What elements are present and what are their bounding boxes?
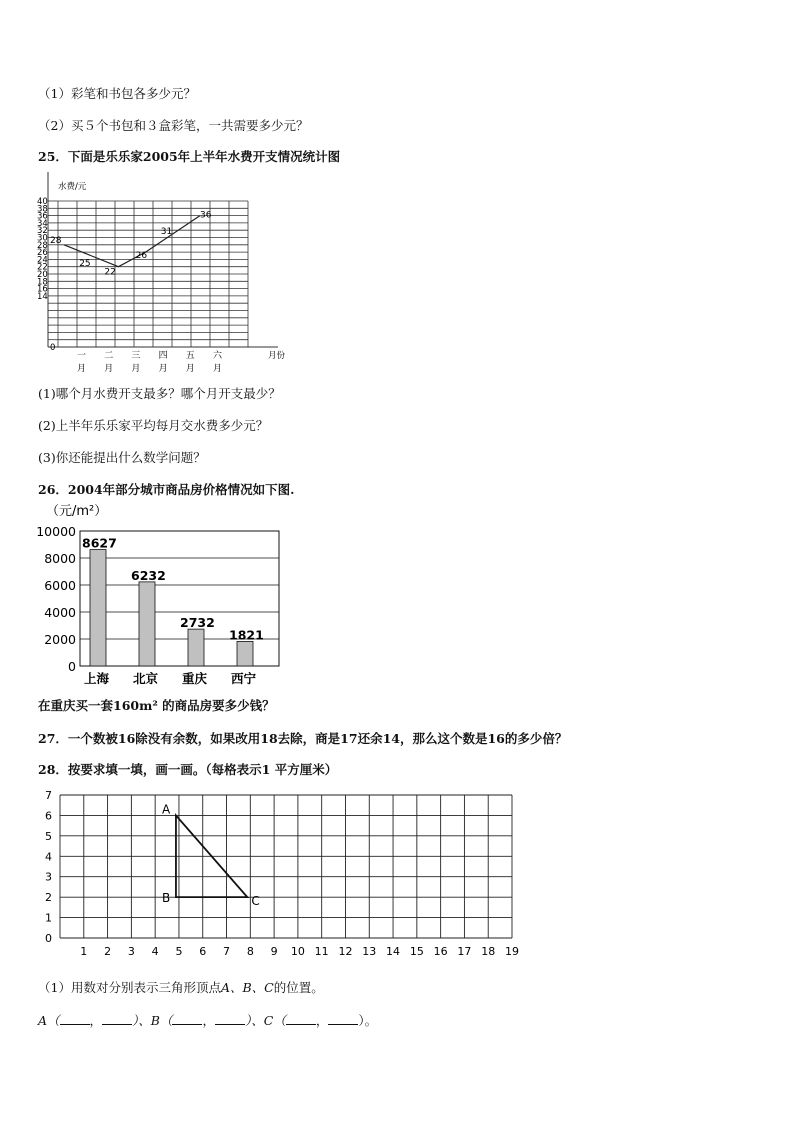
answer-b-x-blank[interactable] bbox=[172, 1013, 202, 1025]
y-tick-label: 30 bbox=[37, 233, 48, 244]
q25-sub2: (2)上半年乐乐家平均每月交水费多少元？ bbox=[38, 418, 269, 433]
y-tick-label: 38 bbox=[37, 204, 48, 215]
x-tick-label: 月 bbox=[77, 364, 87, 374]
q28-answer-line bbox=[38, 1011, 377, 1029]
y-tick-label: 2 bbox=[45, 891, 52, 905]
data-label: 28 bbox=[50, 235, 62, 246]
bar-上海 bbox=[90, 550, 106, 666]
x-tick-label: 8 bbox=[246, 945, 254, 958]
sep: ， bbox=[315, 1013, 329, 1028]
answer-c-y-blank[interactable] bbox=[328, 1013, 358, 1025]
vertex-label-A: A bbox=[161, 802, 171, 817]
x-tick-label: 6 bbox=[199, 945, 207, 958]
q25-title: 25．下面是乐乐家2005年上半年水费开支情况统计图 bbox=[38, 149, 341, 164]
x-tick-label: 4 bbox=[151, 945, 159, 958]
x-tick-label: 1 bbox=[80, 945, 88, 958]
data-label: 36 bbox=[200, 210, 212, 221]
x-tick-label: 13 bbox=[362, 945, 377, 958]
y-tick-label: 16 bbox=[37, 284, 48, 295]
x-tick-label: 9 bbox=[270, 945, 278, 958]
y-tick-label: 2000 bbox=[44, 632, 76, 647]
house-price-bar-chart bbox=[30, 498, 290, 690]
x-tick-label: 北京 bbox=[133, 671, 159, 686]
x-tick-label: 月 bbox=[131, 364, 141, 374]
data-label: 26 bbox=[135, 251, 148, 262]
y-tick-label: 40 bbox=[37, 197, 48, 207]
y-axis-title: （元/m²） bbox=[46, 504, 108, 519]
y-tick-label: 0 bbox=[68, 659, 76, 674]
data-label: 2732 bbox=[180, 615, 215, 631]
coordinate-grid bbox=[30, 784, 530, 964]
y-tick-label: 5 bbox=[45, 829, 52, 843]
answer-c-label: ）、C（ bbox=[245, 1013, 286, 1028]
y-axis-title: 水费/元 bbox=[58, 182, 87, 192]
x-tick-label: 月 bbox=[104, 364, 114, 374]
x-tick-label: 月 bbox=[213, 364, 223, 374]
x-tick-label: 2 bbox=[104, 945, 112, 958]
y-tick-label: 28 bbox=[37, 240, 48, 251]
x-tick-label: 重庆 bbox=[182, 671, 208, 686]
y-tick-label: 32 bbox=[37, 226, 48, 237]
x-tick-label: 18 bbox=[481, 945, 496, 958]
y-tick-label: 10000 bbox=[36, 524, 76, 539]
x-tick-label: 15 bbox=[409, 945, 424, 958]
y-tick-label: 7 bbox=[45, 789, 52, 802]
answer-c-x-blank[interactable] bbox=[286, 1013, 316, 1025]
q28-sub1-end: 的位置。 bbox=[273, 980, 324, 995]
x-tick-label: 16 bbox=[433, 945, 448, 958]
vertex-label-C: C bbox=[251, 894, 260, 909]
y-tick-label: 3 bbox=[45, 870, 52, 884]
y-tick-label: 8000 bbox=[44, 551, 76, 566]
x-tick-label: 3 bbox=[127, 945, 135, 958]
y-tick-label: 34 bbox=[37, 218, 48, 229]
x-tick-label: 月 bbox=[158, 364, 168, 374]
q28-sub1-text: （1）用数对分别表示三角形顶点 bbox=[38, 980, 221, 995]
x-axis-title: 月份 bbox=[268, 351, 286, 361]
y-tick-label: 18 bbox=[37, 277, 48, 288]
q24-sub2: （2）买５个书包和３盒彩笔，一共需要多少元？ bbox=[38, 118, 309, 133]
x-tick-label: 一 bbox=[77, 351, 87, 361]
q28-sub1-vertices: A、B、C bbox=[220, 980, 274, 995]
bar-重庆 bbox=[188, 629, 204, 666]
x-tick-label: 三 bbox=[131, 351, 141, 361]
answer-a-y-blank[interactable] bbox=[102, 1013, 132, 1025]
x-tick-label: 5 bbox=[175, 945, 183, 958]
y-tick-label: 0 bbox=[45, 932, 52, 945]
data-label: 6232 bbox=[131, 567, 166, 583]
y-tick-label: 20 bbox=[37, 270, 48, 280]
y-tick-label: 4 bbox=[45, 850, 52, 864]
sep: ， bbox=[89, 1013, 103, 1028]
x-tick-label: 月 bbox=[185, 364, 195, 374]
data-label: 1821 bbox=[229, 627, 264, 643]
q26-title: 26．2004年部分城市商品房价格情况如下图. bbox=[38, 482, 295, 497]
data-label: 31 bbox=[160, 226, 173, 237]
x-tick-label: 7 bbox=[223, 945, 231, 958]
x-tick-label: 14 bbox=[386, 945, 401, 958]
x-tick-label: 12 bbox=[338, 945, 353, 958]
answer-end: ）。 bbox=[358, 1013, 378, 1028]
y-tick-label: 26 bbox=[37, 248, 48, 259]
data-label: 22 bbox=[104, 267, 116, 278]
q28-sub1 bbox=[38, 978, 324, 996]
q27-text: 27．一个数被16除没有余数，如果改用18去除，商是17还余14，那么这个数是16的多少倍？ bbox=[38, 731, 568, 746]
answer-b-label: ）、B（ bbox=[132, 1013, 173, 1028]
x-tick-label: 五 bbox=[185, 351, 195, 361]
x-tick-label: 10 bbox=[290, 945, 305, 958]
x-tick-label: 17 bbox=[457, 945, 472, 958]
data-label: 8627 bbox=[82, 535, 117, 551]
x-tick-label: 四 bbox=[158, 351, 168, 361]
y-tick-label: 4000 bbox=[44, 605, 76, 620]
q25-sub1: (1)哪个月水费开支最多？哪个月开支最少？ bbox=[38, 386, 281, 401]
sep: ， bbox=[202, 1013, 215, 1028]
y-tick-label: 14 bbox=[37, 291, 48, 302]
q26-question: 在重庆买一套160m² 的商品房要多少钱？ bbox=[38, 698, 275, 713]
q25-sub3: (3)你还能提出什么数学问题？ bbox=[38, 450, 206, 465]
x-tick-label: 上海 bbox=[84, 671, 110, 686]
answer-b-y-blank[interactable] bbox=[215, 1013, 245, 1025]
x-tick-label: 19 bbox=[505, 945, 519, 958]
answer-a-x-blank[interactable] bbox=[60, 1013, 90, 1025]
x-tick-label: 11 bbox=[314, 945, 329, 958]
vertex-label-B: B bbox=[161, 891, 171, 906]
y-tick-label: 1 bbox=[45, 911, 52, 925]
x-tick-label: 二 bbox=[104, 351, 114, 361]
y-tick-label: 6 bbox=[45, 809, 52, 823]
bar-西宁 bbox=[237, 641, 253, 666]
q24-sub1: （1）彩笔和书包各多少元？ bbox=[38, 86, 196, 101]
water-fee-line-chart bbox=[37, 170, 286, 375]
y-tick-label: 0 bbox=[50, 343, 56, 353]
y-tick-label: 6000 bbox=[44, 578, 76, 593]
data-label: 25 bbox=[79, 258, 91, 269]
x-tick-label: 六 bbox=[213, 351, 223, 361]
x-tick-label: 西宁 bbox=[231, 671, 257, 686]
y-tick-label: 22 bbox=[37, 262, 48, 273]
answer-a-label: A（ bbox=[38, 1013, 60, 1028]
y-tick-label: 36 bbox=[37, 211, 48, 222]
bar-北京 bbox=[139, 582, 155, 666]
y-tick-label: 24 bbox=[37, 255, 48, 266]
q28-title: 28．按要求填一填，画一画。（每格表示1 平方厘米） bbox=[38, 762, 338, 777]
